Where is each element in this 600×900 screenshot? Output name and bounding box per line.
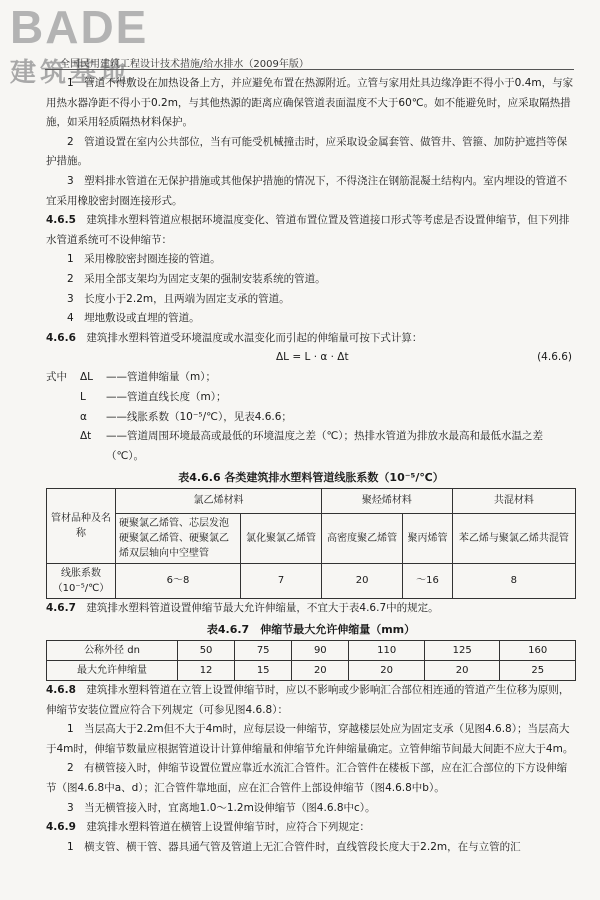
section-text: 建筑排水塑料管道在横管上设置伸缩节时，应符合下列规定： <box>86 821 370 834</box>
formula <box>46 348 576 368</box>
table-cell: 聚丙烯管 <box>403 513 453 563</box>
table-cell: 20 <box>349 661 425 681</box>
table-group-header: 氯乙烯材料 <box>116 488 322 513</box>
definition-row: α ——线胀系数（10⁻⁵/℃），见表4.6.6； <box>80 410 292 423</box>
paragraph: 1 管道不得敷设在加热设备上方，并应避免布置在热源附近。立管与家用灶具边缘净距不得小于0.4m，与家用热水器净距不得小于0.2m，与其他热源的距离应确保管道表面温度不大于60℃。如不能避免时，应采取隔热措施，如采用轻质隔热材料保护。 <box>46 77 574 129</box>
table-cell: 6～8 <box>116 563 241 598</box>
brand-logo-text: BADE <box>10 1 149 53</box>
table-row-header: 管材品种及名称 <box>47 488 116 563</box>
list-item: 2 有横管接入时，伸缩节设置位置应靠近水流汇合管件。汇合管件在楼板下部，应在汇合部位的下方设伸缩节（图4.6.8中a、d）；汇合管件靠地面，应在汇合管件上部设伸缩节（图4.6.8中b）。 <box>46 762 568 795</box>
table-caption: 表4.6.7 伸缩节最大允许伸缩量（mm） <box>206 623 416 637</box>
section-text: 建筑排水塑料管道应根据环境温度变化、管道布置位置及管道接口形式等考虑是否设置伸缩节，但下列排水管道系统可不设伸缩节： <box>46 214 570 246</box>
section-number: 4.6.7 <box>46 601 76 614</box>
running-header: 全国民用建筑工程设计技术措施/给水排水（2009年版） <box>60 59 309 70</box>
variable-definitions <box>46 368 576 466</box>
table-cell: 20 <box>424 661 500 681</box>
table-cell: 12 <box>178 661 235 681</box>
table-cell: 90 <box>292 641 349 661</box>
section-4-6-8 <box>46 681 576 720</box>
formula-number: (4.6.6) <box>537 351 572 364</box>
definition-row: 式中 ΔL ——管道伸缩量（m）； <box>46 371 216 384</box>
list-item: 1 横支管、横干管、器具通气管及管道上无汇合管件时，直线管段长度大于2.2m，在与立管的汇 <box>67 840 521 853</box>
table-cell: 15 <box>235 661 292 681</box>
list-item: 2 采用全部支架均为固定支架的强制安装系统的管道。 <box>67 272 326 285</box>
table-cell: 75 <box>235 641 292 661</box>
table-cell: 线胀系数（10⁻⁵/℃） <box>47 563 116 598</box>
max-expansion-table <box>46 640 576 681</box>
paragraph: 3 塑料排水管道在无保护措施或其他保护措施的情况下，不得浇注在钢筋混凝土结构内。室内埋设的管道不宜采用橡胶密封圈连接形式。 <box>46 174 568 207</box>
table-cell: 25 <box>500 661 576 681</box>
section-text: 建筑排水塑料管道在立管上设置伸缩节时，应以不影响或少影响汇合部位相连通的管道产生位移为原则，伸缩节安装位置应符合下列规定（可参见图4.6.8）： <box>46 684 570 716</box>
table-cell: 20 <box>292 661 349 681</box>
section-number: 4.6.8 <box>46 684 76 697</box>
header-rule <box>45 69 574 70</box>
brand-logo-cn: 建筑基地 <box>10 58 131 88</box>
table-cell: 高密度聚乙烯管 <box>322 513 403 563</box>
section-4-6-6 <box>46 329 576 349</box>
list-item: 1 当层高大于2.2m但不大于4m时，应每层设一伸缩节，穿越楼层处应为固定支承（见图4.6.8）；当层高大于4m时，伸缩节数量应根据管道设计计算伸缩量和伸缩节允许伸缩量确定。立管伸缩节间最大间距不应大于4m。 <box>46 723 574 755</box>
table-caption: 表4.6.6 各类建筑排水塑料管道线胀系数（10⁻⁵/℃） <box>178 471 444 485</box>
table-cell: 20 <box>322 563 403 598</box>
section-4-6-7 <box>46 599 576 619</box>
table-cell: 硬聚氯乙烯管、芯层发泡硬聚氯乙烯管、硬聚氯乙烯双层轴向中空壁管 <box>116 513 241 563</box>
table-cell: 160 <box>500 641 576 661</box>
list-item: 3 长度小于2.2m，且两端为固定支承的管道。 <box>67 292 290 305</box>
section-4-6-5 <box>46 211 576 250</box>
expansion-coefficient-table <box>46 488 576 599</box>
table-cell: 7 <box>241 563 322 598</box>
definition-row: Δt ——管道周围环境最高或最低的环境温度之差（℃）；热排水管道为排放水最高和最低水温之差（℃）。 <box>80 430 544 462</box>
formula-expression: ΔL = L · α · Δt <box>276 351 349 364</box>
section-number: 4.6.6 <box>46 331 76 344</box>
table-cell: 8 <box>452 563 575 598</box>
table-cell: 125 <box>424 641 500 661</box>
page-body <box>46 74 576 857</box>
section-text: 建筑排水塑料管道设置伸缩节最大允许伸缩量，不宜大于表4.6.7中的规定。 <box>86 601 439 614</box>
table-row-header: 最大允许伸缩量 <box>47 661 178 681</box>
table-cell: ～16 <box>403 563 453 598</box>
table-cell: 氯化聚氯乙烯管 <box>241 513 322 563</box>
table-cell: 110 <box>349 641 425 661</box>
definition-row: L ——管道直线长度（m）； <box>80 390 227 403</box>
section-number: 4.6.5 <box>46 214 76 227</box>
paragraph: 2 管道设置在室内公共部位，当有可能受机械撞击时，应采取设金属套管、做管井、管箍、加防护遮挡等保护措施。 <box>46 135 568 168</box>
table-cell: 50 <box>178 641 235 661</box>
table-row-header: 公称外径 dn <box>47 641 178 661</box>
section-4-6-9 <box>46 818 576 838</box>
section-number: 4.6.9 <box>46 821 76 834</box>
table-cell: 苯乙烯与聚氯乙烯共混管 <box>452 513 575 563</box>
list-item: 4 埋地敷设或直埋的管道。 <box>67 312 200 325</box>
list-item: 1 采用橡胶密封圈连接的管道。 <box>67 253 221 266</box>
section-text: 建筑排水塑料管道受环境温度或水温变化而引起的伸缩量可按下式计算： <box>86 331 423 344</box>
table-group-header: 共混材料 <box>452 488 575 513</box>
list-item: 3 当无横管接入时，宜离地1.0～1.2m设伸缩节（图4.6.8中c）。 <box>67 801 376 814</box>
table-group-header: 聚烃烯材料 <box>322 488 453 513</box>
